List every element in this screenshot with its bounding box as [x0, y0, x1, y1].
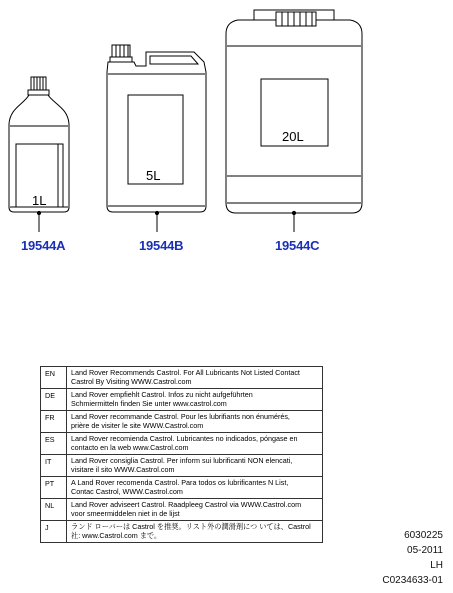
- note-text-line: 社: www.Castrol.com まで。: [71, 531, 162, 540]
- note-row: [41, 389, 323, 411]
- note-text-line: Land Rover Recommends Castrol. For All Lubricants Not Listed Contact: [71, 368, 300, 377]
- note-language-code: EN: [41, 367, 67, 389]
- note-language-code: IT: [41, 455, 67, 477]
- lubricant-notes-table: [40, 366, 323, 543]
- jerrycan-20l: [226, 10, 362, 232]
- note-language-code: DE: [41, 389, 67, 411]
- note-text-line: voor smeermiddelen niet in de lijst: [71, 509, 180, 518]
- jerrycan-20l-volume: 20L: [282, 129, 304, 144]
- jerrycan-5l-volume: 5L: [146, 168, 161, 183]
- part-number-1l[interactable]: 19544A: [21, 238, 66, 253]
- note-text: [67, 389, 323, 411]
- note-text: [67, 499, 323, 521]
- note-text-line: visitare il sito WWW.Castrol.com: [71, 465, 175, 474]
- note-text-line: Land Rover recommande Castrol. Pour les lubrifiants non énumérés,: [71, 412, 290, 421]
- note-text-line: A Land Rover recomenda Castrol. Para todos os lubrificantes N List,: [71, 478, 289, 487]
- note-text-line: contacto en la web www.Castrol.com: [71, 443, 189, 452]
- drawing-code: C0234633-01: [382, 575, 443, 586]
- part-number-20l[interactable]: 19544C: [275, 238, 320, 253]
- part-number-5l[interactable]: 19544B: [139, 238, 184, 253]
- note-row: [41, 499, 323, 521]
- note-language-code: PT: [41, 477, 67, 499]
- revision-date: 05-2011: [407, 545, 443, 556]
- note-text-line: Contac Castrol, WWW.Castrol.com: [71, 487, 183, 496]
- note-text: [67, 521, 323, 543]
- note-text: [67, 455, 323, 477]
- note-text-line: Land Rover consiglia Castrol. Per inform sui lubrificanti NON elencati,: [71, 456, 293, 465]
- note-language-code: NL: [41, 499, 67, 521]
- note-text: [67, 367, 323, 389]
- side-indicator: LH: [430, 560, 443, 571]
- bottle-1l: [9, 77, 69, 232]
- note-row: [41, 367, 323, 389]
- note-text-line: Land Rover adviseert Castrol. Raadpleeg Castrol via WWW.Castrol.com: [71, 500, 302, 509]
- note-row: [41, 521, 323, 543]
- note-row: [41, 477, 323, 499]
- note-text: [67, 433, 323, 455]
- note-row: [41, 455, 323, 477]
- note-row: [41, 411, 323, 433]
- note-text-line: Land Rover empfiehlt Castrol. Infos zu nicht aufgeführten: [71, 390, 253, 399]
- note-text-line: Schmiermitteln finden Sie unter www.castrol.com: [71, 399, 227, 408]
- jerrycan-5l: [107, 45, 206, 232]
- bottle-1l-volume: 1L: [32, 193, 47, 208]
- note-text-line: Land Rover recomienda Castrol. Lubricantes no indicados, póngase en: [71, 434, 298, 443]
- note-text-line: prière de visiter le site WWW.Castrol.com: [71, 421, 204, 430]
- note-text: [67, 477, 323, 499]
- reference-number: 6030225: [404, 530, 443, 541]
- note-text-line: ランド ローバーは Castrol を推奨。リスト外の潤滑剤につ いては、Castrol: [71, 522, 311, 531]
- note-text-line: Castrol By Visiting WWW.Castrol.com: [71, 377, 192, 386]
- note-row: [41, 433, 323, 455]
- note-text: [67, 411, 323, 433]
- note-language-code: ES: [41, 433, 67, 455]
- note-language-code: FR: [41, 411, 67, 433]
- note-language-code: J: [41, 521, 67, 543]
